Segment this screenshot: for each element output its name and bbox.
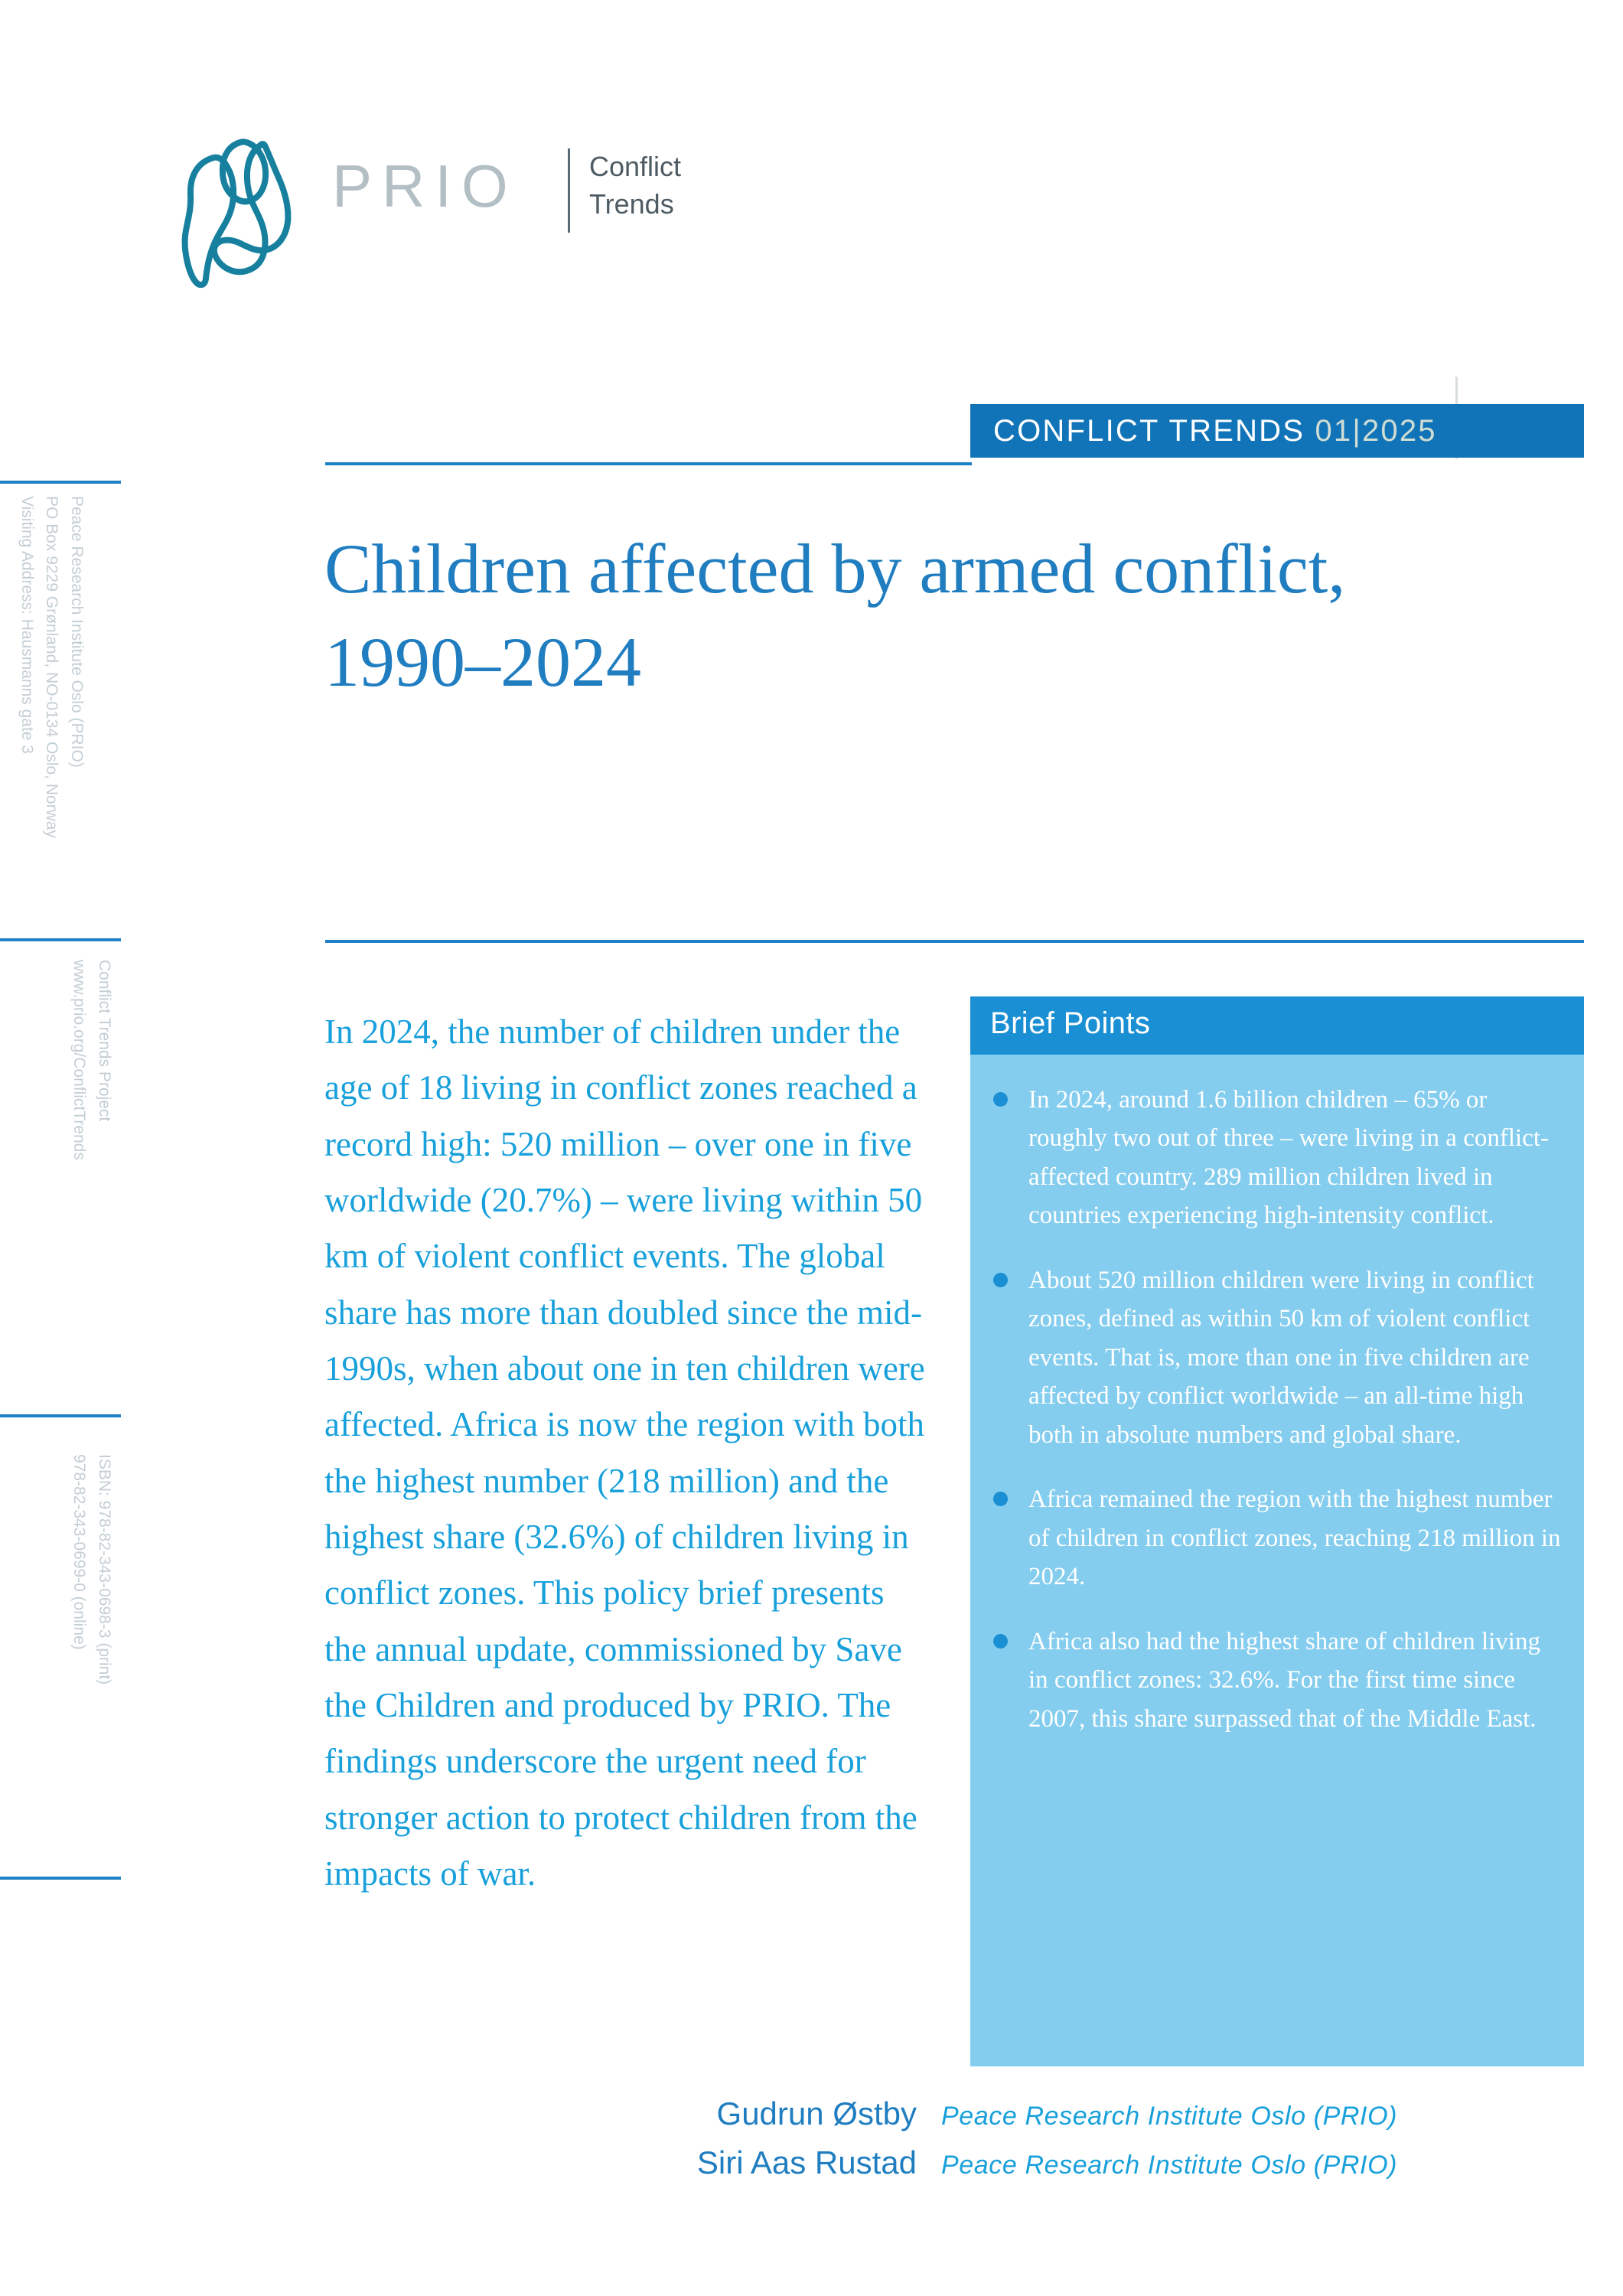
margin-rule-4 [0,1877,121,1880]
content-divider-rule [325,940,1584,943]
sidebar-address-block [14,496,89,838]
sidebar-isbn-print: ISBN: 978-82-343-0698-3 (print) [96,1454,113,1685]
logo-subtitle-line1: Conflict [589,151,682,182]
prio-logo-mark-icon [170,129,315,294]
sidebar-address-line2: PO Box 9229 Grønland, NO-0134 Oslo, Norway [43,496,61,839]
banner-year: 2025 [1361,413,1437,448]
author-row [536,2144,1584,2181]
bullet-dot-icon [993,1492,1008,1506]
brief-points-list [970,1055,1584,1753]
banner-issue-number: 01 [1315,413,1353,448]
brief-point-text: Africa remained the region with the highest number of children in conflict zones, reaching 218 million in 2024. [1028,1486,1561,1591]
bullet-dot-icon [993,1273,1008,1287]
margin-rule-2 [0,938,121,941]
author-name: Gudrun Østby [716,2095,917,2131]
author-block [536,2095,1584,2193]
brief-points-panel [970,996,1584,2066]
brief-point-item [990,1480,1563,1596]
prio-wordmark: PRIO [332,152,518,220]
sidebar-isbn-online: 978-82-343-0699-0 (online) [70,1454,89,1650]
logo-subtitle-line2: Trends [589,188,674,220]
page-title: Children affected by armed conflict, 1990–2024 [324,529,1346,701]
brief-point-text: About 520 million children were living in conflict zones, defined as within 50 km of violent conflict events. That is, more than one in five children are affected by conflict worldwide – an all-time high both in absolute numbers and global share. [1028,1266,1534,1449]
brief-point-item [990,1081,1563,1235]
brief-point-item [990,1623,1563,1738]
author-affiliation: Peace Research Institute Oslo (PRIO) [941,2102,1398,2131]
sidebar-project-url[interactable]: www.prio.org/ConflictTrends [70,960,89,1160]
sidebar-project-block [67,960,116,1160]
logo-subtitle [589,148,681,223]
margin-rule-1 [0,481,121,484]
logo-divider [568,148,570,233]
banner-separator: | [1352,413,1362,448]
brief-point-text: Africa also had the highest share of children living in conflict zones: 32.6%. For the first time since 2007, this share surpassed that of the Middle East. [1028,1627,1540,1733]
sidebar-address-line1: Peace Research Institute Oslo (PRIO) [68,496,86,768]
sidebar-address-line3: Visiting Address: Hausmanns gate 3 [18,496,36,754]
margin-rule-3 [0,1414,121,1417]
prio-logo [170,129,736,297]
title-rule [325,462,972,465]
brief-points-header [970,996,1584,1055]
banner-text [970,414,1437,448]
bullet-dot-icon [993,1634,1008,1649]
author-row [536,2095,1584,2132]
banner-series-label: CONFLICT TRENDS [993,413,1305,448]
sidebar-project-line1: Conflict Trends Project [96,960,113,1122]
brief-point-text: In 2024, around 1.6 billion children – 65% or roughly two out of three – were living in a conflict-affected country. 289 million children lived in countries experiencing high-intensity conflict. [1028,1086,1549,1230]
brief-point-item [990,1261,1563,1454]
sidebar-isbn-block [67,1454,116,1684]
conflict-trends-banner [970,404,1584,458]
author-name: Siri Aas Rustad [696,2144,917,2180]
author-affiliation: Peace Research Institute Oslo (PRIO) [941,2151,1398,2180]
bullet-dot-icon [993,1092,1008,1107]
intro-paragraph: In 2024, the number of children under the age of 18 living in conflict zones reached a record high: 520 million – over one in five worldwide (20.7%) – were living within 50 km of violent conflict events. The global share has more than doubled since the mid-1990s, when about one in ten children were affected. Africa is now the region with both the highest number (218 million) and the highest share (32.6%) of children living in conflict zones. This policy brief presents the annual update, commissioned by Save the Children and produced by PRIO. The findings underscore the urgent need for stronger action to protect children from the impacts of war. [324,1013,925,1893]
brief-points-title: Brief Points [990,1006,1151,1040]
